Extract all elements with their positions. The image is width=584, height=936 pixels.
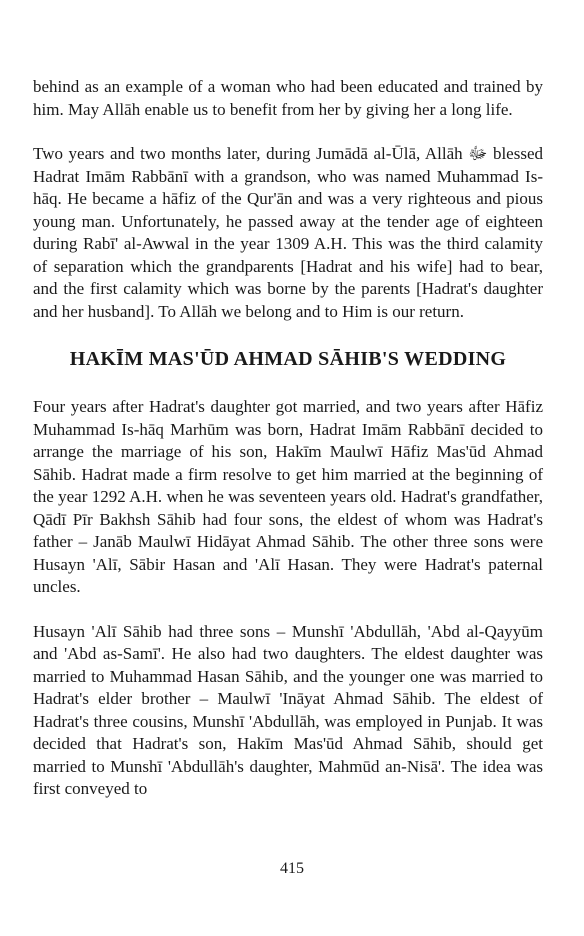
paragraph-1: behind as an example of a woman who had been educated and trained by him. May Allāh enable us to benefit from her by giving her a long life. — [33, 77, 543, 119]
section-heading: HAKĪM MAS'ŪD AHMAD SĀHIB'S WEDDING — [69, 348, 507, 370]
page-body — [33, 76, 543, 801]
page-number: 415 — [280, 860, 304, 877]
paragraph-4: Husayn 'Alī Sāhib had three sons – Munshī 'Abdullāh, 'Abd al-Qayyūm and 'Abd as-Samī'. He also had two daughters. The eldest daughter was married to Muhammad Hasan Sāhib, and the younger one was married to Hadrat's elder brother – Maulwī 'Ināyat Ahmad Sāhib. The eldest of Hadrat's three cousins, Munshī 'Abdullāh, was employed in Punjab. It was decided that Hadrat's son, Hakīm Mas'ūd Ahmad Sāhib, should get married to Munshī 'Abdullāh's daughter, Mahmūd an-Nisā'. The idea was first conveyed to — [33, 621, 543, 798]
paragraph-3: Four years after Hadrat's daughter got married, and two years after Hāfiz Muhammad Is-hāq Marhūm was born, Hadrat Imām Rabbānī decided to arrange the marriage of his son, Hakīm Maulwī Hāfiz Mas'ūd Ahmad Sāhib. Hadrat made a firm resolve to get him married at the beginning of the year 1292 A.H. when he was seventeen years old. Hadrat's grandfather, Qādī Pīr Bakhsh Sāhib had four sons, the eldest of whom was Hadrat's father – Janāb Maulwī Hidāyat Ahmad Sāhib. The other three sons were Husayn 'Alī, Sābir Hasan and 'Alī Hasan. They were Hadrat's paternal uncles. — [33, 397, 543, 596]
paragraph-2: Two years and two months later, during Jumādā al-Ūlā, Allāh ﷻ blessed Hadrat Imām Rabbānī with a grandson, who was named Muhammad Is-hāq. He became a hāfiz of the Qur'ān and was a very righteous and pious young man. Unfortunately, he passed away at the tender age of eighteen during Rabī' al-Awwal in the year 1309 A.H. This was the third calamity of separation which the grandparents [Hadrat and his wife] had to bear, and the first calamity which was borne by the parents [Hadrat's daughter and her husband]. To Allāh we belong and to Him is our return. — [33, 144, 543, 321]
